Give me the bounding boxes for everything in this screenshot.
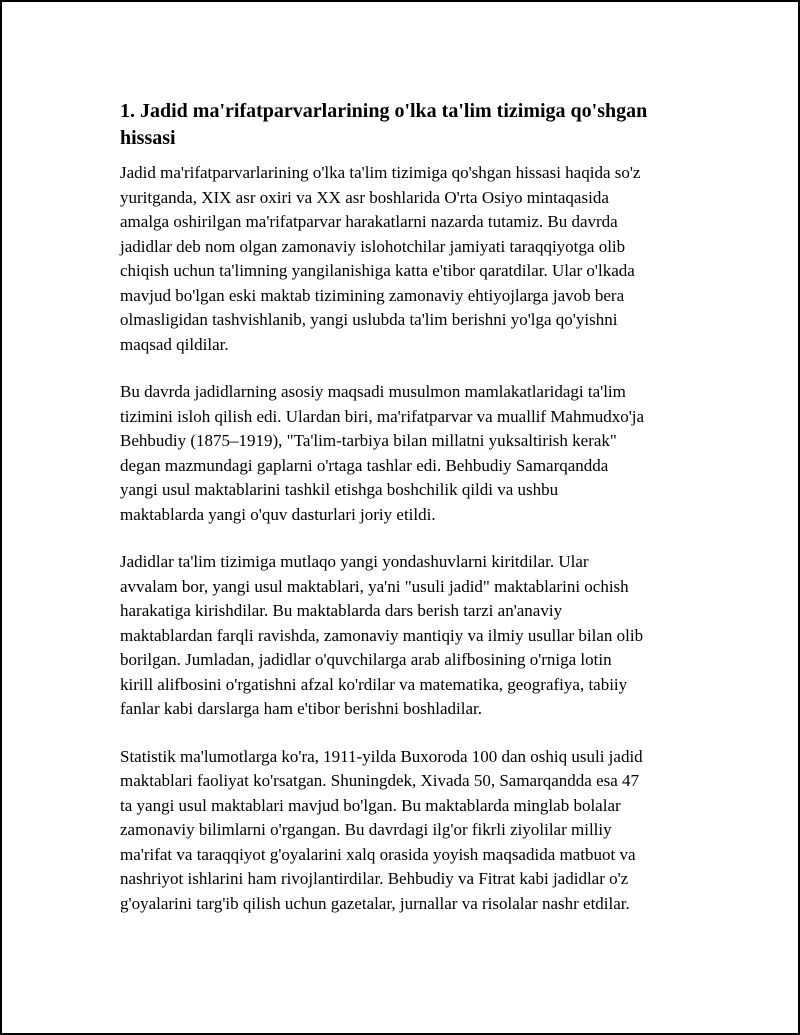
text-line: maktablardan farqli ravishda, zamonaviy mantiqiy va ilmiy usullar bilan olib [120,625,644,645]
text-line: jadidlar deb nom olgan zamonaviy islohotchilar jamiyati taraqqiyotga olib [120,236,626,256]
text-line: fanlar kabi darslarga ham e'tibor berishni boshladilar. [120,699,482,718]
text-line: degan mazmundagi gaplarni o'rtaga tashlar edi. Behbudiy Samarqandda [120,455,609,475]
text-line: yangi usul maktablarini tashkil etishga boshchilik qildi va ushbu [120,480,559,499]
text-line: avvalam bor, yangi usul maktablari, ya'ni "usuli jadid" maktablarini ochish [120,576,629,596]
text-line: maqsad qildilar. [120,334,229,354]
text-line: ma'rifat va taraqqiyot g'oyalarini xalq orasida yoyish maqsadida matbuot va [120,844,636,864]
heading-line: hissasi [120,127,176,149]
text-line: zamonaviy bilimlarni o'rgangan. Bu davrdagi ilg'or fikrli ziyolilar milliy [120,820,612,839]
text-line: chiqish uchun ta'limning yangilanishiga katta e'tibor qaratdilar. Ular o'lkada [120,261,635,280]
heading-line: 1. Jadid ma'rifatparvarlarining o'lka ta'lim tizimiga qo'shgan [120,100,648,122]
text-line: Bu davrda jadidlarning asosiy maqsadi musulmon mamlakatlaridagi ta'lim [120,382,626,401]
text-line: Behbudiy (1875–1919), "Ta'lim-tarbiya bilan millatni yuksaltirish kerak" [120,431,617,450]
text-line: olmasligidan tashvishlanib, yangi uslubda ta'lim berishni yo'lga qo'yishni [120,310,618,329]
text-line: Jadidlar ta'lim tizimiga mutlaqo yangi yondashuvlarni kiritdilar. Ular [120,552,589,571]
text-line: ta yangi usul maktablari mavjud bo'lgan. Bu maktablarda minglab bolalar [120,795,621,815]
text-line: amalga oshirilgan ma'rifatparvar harakatlarni nazarda tutamiz. Bu davrda [120,212,618,231]
text-line: nashriyot ishlarini ham rivojlantirdilar. Behbudiy va Fitrat kabi jadidlar o'z [120,869,629,888]
section-heading [120,98,680,152]
text-line: borilgan. Jumladan, jadidlar o'quvchilarga arab alifbosining o'rniga lotin [120,650,612,669]
paragraph-1 [120,161,680,357]
text-line: maktablarda yangi o'quv dasturlari joriy etildi. [120,504,436,524]
text-line: yuritganda, XIX asr oxiri va XX asr boshlarida O'rta Osiyo mintaqasida [120,187,609,207]
paragraph-4 [120,745,680,917]
text-line: Jadid ma'rifatparvarlarining o'lka ta'lim tizimiga qo'shgan hissasi haqida so'z [120,163,641,182]
text-line: maktablari faoliyat ko'rsatgan. Shuningdek, Xivada 50, Samarqandda esa 47 [120,771,640,790]
text-line: g'oyalarini targ'ib qilish uchun gazetalar, jurnallar va risolalar nashr etdilar. [120,893,630,913]
document-body [120,98,680,939]
text-line: Statistik ma'lumotlarga ko'ra, 1911-yilda Buxoroda 100 dan oshiq usuli jadid [120,746,643,766]
text-line: tizimini isloh qilish edi. Ulardan biri, ma'rifatparvar va muallif Mahmudxo'ja [120,406,645,426]
text-line: kirill alifbosini o'rgatishni afzal ko'rdilar va matematika, geografiya, tabiiy [120,674,628,694]
text-line: mavjud bo'lgan eski maktab tizimining zamonaviy ehtiyojlarga javob bera [120,285,625,305]
text-line: harakatiga kirishdilar. Bu maktablarda dars berish tarzi an'anaviy [120,601,563,620]
paragraph-3 [120,550,680,722]
paragraph-2 [120,380,680,527]
